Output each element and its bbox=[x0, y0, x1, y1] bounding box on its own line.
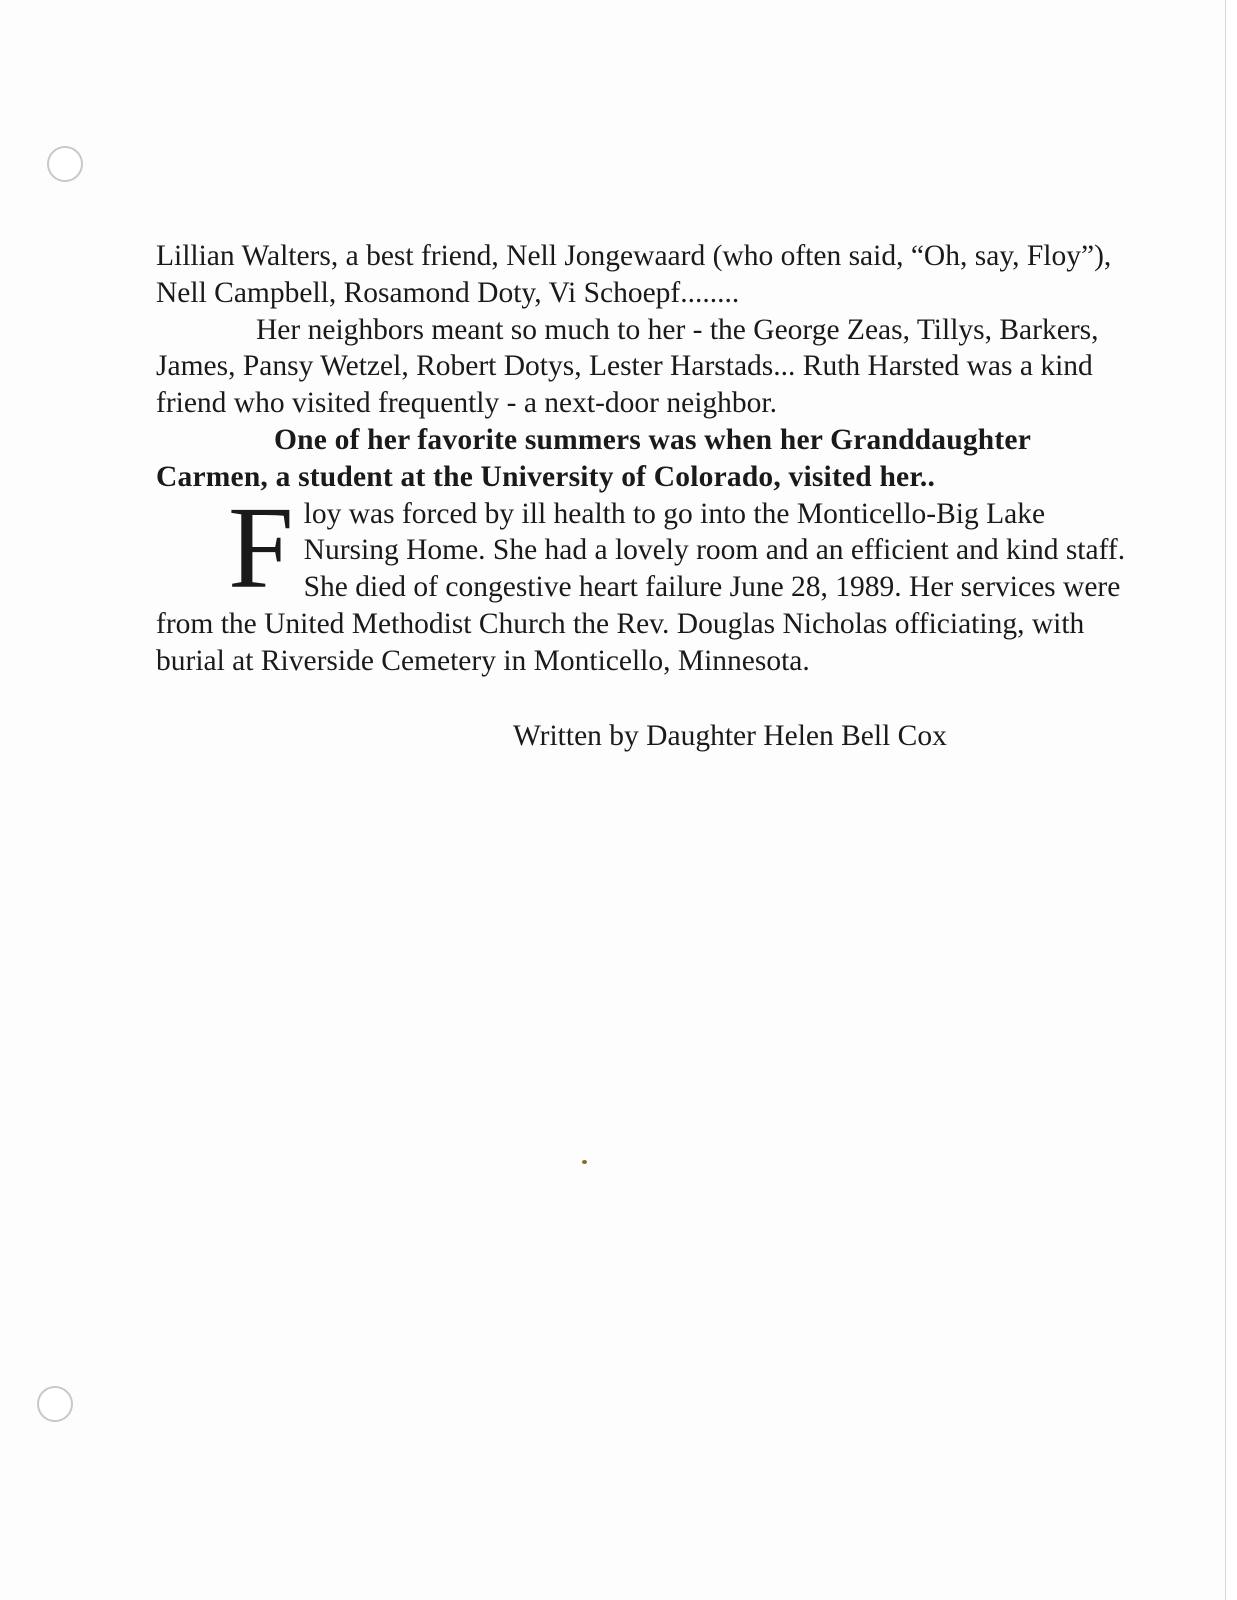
paragraph-neighbors: Her neighbors meant so much to her - the George Zeas, Tillys, Barkers, James, Pansy Wetzel, Robert Dotys, Lester Harstads... Ruth Harsted was a kind friend who visited frequently - a next-door neighbor. bbox=[156, 313, 1099, 420]
paragraph-final-years-text: loy was forced by ill health to go into the Monticello-Big Lake Nursing Home. She had a lovely room and an efficient and kind staff. She died of congestive heart failure June 28, 1989. Her services were from the United Methodist Church the Rev. Douglas Nicholas officiating, with burial at Riverside Cemetery in Monticello, Minnesota. bbox=[156, 497, 1126, 677]
paragraph-final-years bbox=[156, 481, 1126, 680]
drop-cap-letter: F bbox=[228, 481, 294, 613]
binder-hole-bottom bbox=[37, 1386, 73, 1422]
body-text bbox=[156, 238, 1126, 680]
paper-speck bbox=[582, 1160, 587, 1164]
paragraph-friends: Lillian Walters, a best friend, Nell Jongewaard (who often said, “Oh, say, Floy”), Nell Campbell, Rosamond Doty, Vi Schoepf........ bbox=[156, 240, 1112, 309]
paragraph-granddaughter: One of her favorite summers was when her Granddaughter Carmen, a student at the University of Colorado, visited her.. bbox=[156, 423, 1031, 493]
author-signature-line: Written by Daughter Helen Bell Cox bbox=[513, 720, 947, 752]
binder-hole-top bbox=[47, 146, 83, 182]
